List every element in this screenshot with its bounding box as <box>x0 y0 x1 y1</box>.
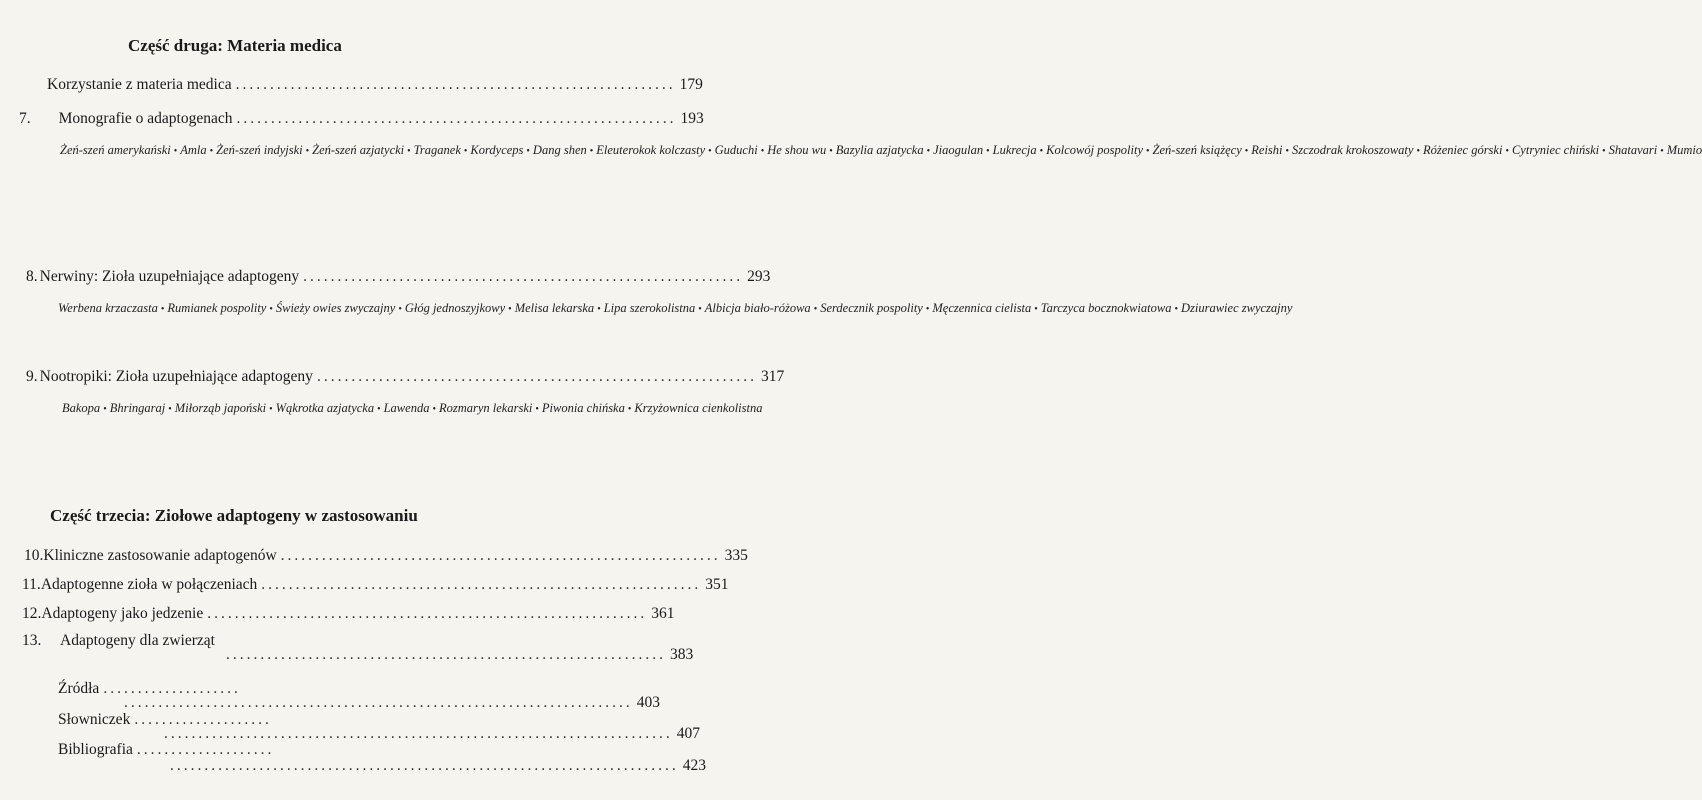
entry-page: 403 <box>636 694 660 711</box>
entry-label: Adaptogenne zioła w połączeniach <box>40 576 258 593</box>
toc-entry-13-leader <box>222 646 694 664</box>
toc-entry-13 <box>22 632 230 650</box>
back-entry-zrodla-leader <box>120 694 660 712</box>
toc-entry-11 <box>22 576 729 594</box>
toc-entry-materia-medica <box>47 76 703 94</box>
entry-page: 293 <box>747 268 771 285</box>
entry-label: Kliniczne zastosowanie adaptogenów <box>43 547 277 564</box>
entry-number: 13. <box>22 632 42 649</box>
leader-dots: ................................................................ <box>226 646 666 663</box>
part2-title: Część druga: Materia medica <box>128 36 342 55</box>
toc-entry-nootropiki <box>26 368 785 386</box>
entry-page: 193 <box>680 110 704 127</box>
entry-page: 317 <box>760 368 785 385</box>
leader-dots: .................... <box>136 741 275 758</box>
part3-title: Część trzecia: Ziołowe adaptogeny w zastosowaniu <box>50 506 418 525</box>
leader-dots: ................................................................ <box>280 547 721 564</box>
leader-dots: ................................................................ <box>207 605 648 622</box>
entry-page: 383 <box>670 646 694 663</box>
entry-label: Nerwiny: Zioła uzupełniające adaptogeny <box>39 268 300 285</box>
entry-number: 12. <box>22 605 42 622</box>
leader-dots: ................................................................ <box>261 576 702 593</box>
leader-dots: ................................................................ <box>236 110 677 127</box>
toc-entry-12 <box>22 605 675 623</box>
leader-dots: .......................................................................... <box>164 725 673 742</box>
entry-label: Adaptogeny dla zwierząt <box>60 632 215 649</box>
entry-page: 361 <box>651 605 675 622</box>
toc-entry-monografie <box>19 110 704 128</box>
entry-label: Monografie o adaptogenach <box>58 110 233 127</box>
nootropiki-herbs-list: Bakopa • Bhringaraj • Miłorząb japoński • Wąkrotka azjatycka • Lawenda • Rozmaryn lekarski • Piwonia chińska • Krzyżownica cienkolistna <box>62 401 763 415</box>
entry-label: Adaptogeny jako jedzenie <box>41 605 204 622</box>
leader-dots: ................................................................ <box>316 368 757 385</box>
monografie-herbs-list: Żeń-szeń amerykański • Amla • Żeń-szeń indyjski • Żeń-szeń azjatycki • Traganek • Kordyceps • Dang shen • Eleuterokok kolczasty • Guduchi • He shou wu • Bazylia azjatycka • Jiaogulan • Lukrecja • Kolcowój pospolity • Żeń-szeń książęcy • Reishi • Szczodrak krokoszowaty • Różeniec górski • Cytryniec chiński • Shatavari • Mumio <box>60 143 1702 157</box>
entry-number: 8. <box>26 268 38 285</box>
entry-number: 11. <box>22 576 41 593</box>
leader-dots: .......................................................................... <box>170 757 679 774</box>
entry-page: 423 <box>682 757 706 774</box>
leader-dots: ................................................................ <box>303 268 744 285</box>
back-entry-bibliografia-leader <box>166 757 706 775</box>
entry-page: 351 <box>705 576 729 593</box>
entry-label: Źródła <box>58 680 100 697</box>
leader-dots: .................... <box>134 711 272 728</box>
entry-number: 7. <box>19 110 31 127</box>
entry-label: Korzystanie z materia medica <box>47 76 232 93</box>
entry-label: Słowniczek <box>58 711 131 728</box>
toc-entry-10 <box>24 547 748 565</box>
entry-page: 335 <box>724 547 748 564</box>
leader-dots: ................................................................ <box>235 76 676 93</box>
leader-dots: .......................................................................... <box>124 694 633 711</box>
entry-label: Nootropiki: Zioła uzupełniające adaptogeny <box>39 368 313 385</box>
leader-dots: .................... <box>103 680 241 697</box>
entry-number: 10. <box>24 547 44 564</box>
entry-number: 9. <box>26 368 38 385</box>
nerwiny-herbs-list: Werbena krzaczasta • Rumianek pospolity • Świeży owies zwyczajny • Głóg jednoszyjkowy • Melisa lekarska • Lipa szerokolistna • Albicja biało-różowa • Serdecznik pospolity • Męczennica cielista • Tarczyca bocznokwiatowa • Dziurawiec zwyczajny <box>58 301 1293 315</box>
toc-entry-nerwiny <box>26 268 771 286</box>
entry-page: 407 <box>676 725 700 742</box>
entry-label: Bibliografia <box>58 741 133 758</box>
entry-page: 179 <box>679 76 703 93</box>
